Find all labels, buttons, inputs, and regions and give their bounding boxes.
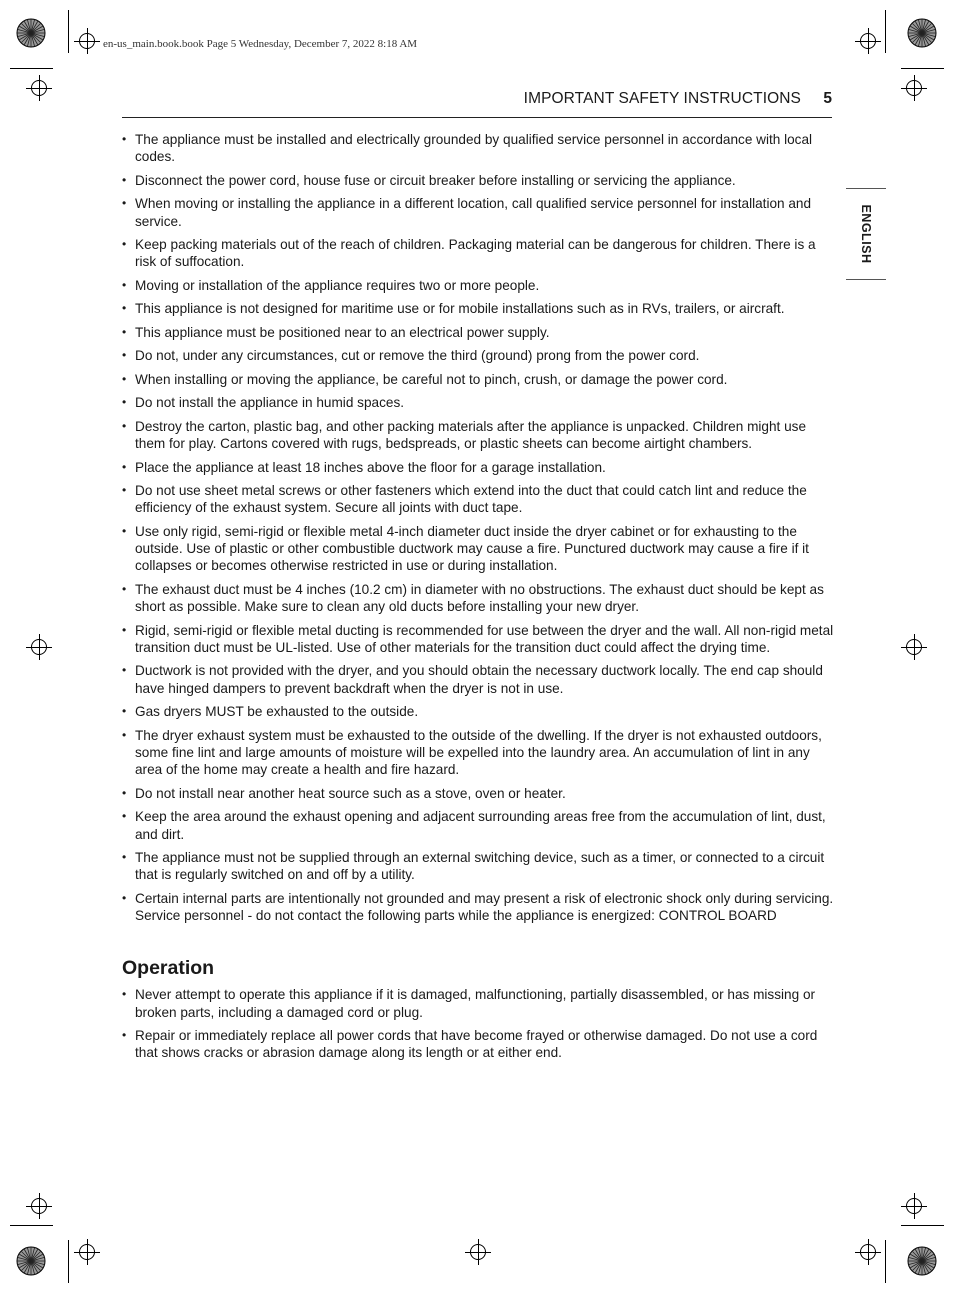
crop-mark-line xyxy=(868,1239,869,1265)
page-number: 5 xyxy=(823,90,832,107)
crop-mark-line xyxy=(87,28,88,54)
crop-mark-line xyxy=(87,1239,88,1265)
list-item: • The appliance must be installed and electrically grounded by qualified service personnel in accordance with local codes. xyxy=(122,131,834,166)
crop-mark-line xyxy=(914,634,915,660)
list-item: • The dryer exhaust system must be exhausted to the outside of the dwelling. If the dryer is not exhausted outdoors, some fine lint and large amounts of moisture will be expelled into the laundry area. An accumulation of lint in any area of the home may create a health and fire hazard. xyxy=(122,727,834,779)
list-item: • Use only rigid, semi-rigid or flexible metal 4-inch diameter duct inside the dryer cabinet or for exhausting to the outside. Use of plastic or other combustible ductwork may cause a fire. Punctured ductwork may cause a fire if it collapses or becomes otherwise restricted in use or during installation. xyxy=(122,523,834,575)
crop-mark-line xyxy=(39,75,40,101)
list-item: • Do not, under any circumstances, cut or remove the third (ground) prong from the power cord. xyxy=(122,347,834,364)
crop-mark-line xyxy=(914,1193,915,1219)
crop-mark-line xyxy=(68,10,69,53)
list-item: • Do not install near another heat source such as a stove, oven or heater. xyxy=(122,785,834,802)
section-heading-operation: Operation xyxy=(122,957,215,980)
list-item: • When installing or moving the appliance, be careful not to pinch, crush, or damage the power cord. xyxy=(122,371,834,388)
language-side-tab xyxy=(846,188,886,280)
crop-mark-line xyxy=(885,10,886,53)
main-content xyxy=(122,131,834,1068)
installation-safety-list xyxy=(122,131,834,924)
print-slug: en-us_main.book.book Page 5 Wednesday, December 7, 2022 8:18 AM xyxy=(103,38,418,50)
list-item: • Place the appliance at least 18 inches above the floor for a garage installation. xyxy=(122,459,834,476)
list-item: • Disconnect the power cord, house fuse or circuit breaker before installing or servicing the appliance. xyxy=(122,172,834,189)
running-header xyxy=(122,90,832,118)
list-item: • Never attempt to operate this appliance if it is damaged, malfunctioning, partially disassembled, or has missing or broken parts, including a damaged cord or plug. xyxy=(122,986,834,1021)
crop-mark-line xyxy=(478,1239,479,1265)
list-item: • Repair or immediately replace all power cords that have become frayed or otherwise damaged. Do not use a cord that shows cracks or abrasion damage along its length or at either end. xyxy=(122,1027,834,1062)
list-item: • Do not install the appliance in humid spaces. xyxy=(122,394,834,411)
operation-safety-list xyxy=(122,986,834,1061)
list-item: • When moving or installing the appliance in a different location, call qualified service personnel for installation and service. xyxy=(122,195,834,230)
crop-mark-line xyxy=(914,75,915,101)
crop-mark-line xyxy=(68,1240,69,1283)
list-item: • This appliance must be positioned near to an electrical power supply. xyxy=(122,324,834,341)
list-item: • This appliance is not designed for maritime use or for mobile installations such as in RVs, trailers, or aircraft. xyxy=(122,300,834,317)
color-registration-starburst xyxy=(907,18,937,48)
list-item: • Rigid, semi-rigid or flexible metal ducting is recommended for use between the dryer and the wall. All non-rigid metal transition duct must be UL-listed. Use of other materials for the transition duct could affect the drying time. xyxy=(122,622,834,657)
list-item: • Do not use sheet metal screws or other fasteners which extend into the duct that could catch lint and reduce the efficiency of the exhaust system. Secure all joints with duct tape. xyxy=(122,482,834,517)
list-item: • Keep packing materials out of the reach of children. Packaging material can be dangerous for children. There is a risk of suffocation. xyxy=(122,236,834,271)
color-registration-starburst xyxy=(907,1246,937,1276)
crop-mark-line xyxy=(901,1225,944,1226)
crop-mark-line xyxy=(885,1240,886,1283)
list-item: • Ductwork is not provided with the dryer, and you should obtain the necessary ductwork locally. The end cap should have hinged dampers to prevent backdraft when the dryer is not in use. xyxy=(122,662,834,697)
crop-mark-line xyxy=(39,634,40,660)
list-item: • Destroy the carton, plastic bag, and other packing materials after the appliance is unpacked. Children might use them for play. Cartons covered with rugs, bedspreads, or plastic sheets can become airtight chambers. xyxy=(122,418,834,453)
crop-mark-line xyxy=(10,68,53,69)
list-item: • The exhaust duct must be 4 inches (10.2 cm) in diameter with no obstructions. The exhaust duct should be kept as short as possible. Make sure to clean any old ducts before installing your new dryer. xyxy=(122,581,834,616)
crop-mark-line xyxy=(901,68,944,69)
color-registration-starburst xyxy=(16,18,46,48)
color-registration-starburst xyxy=(16,1246,46,1276)
list-item: • The appliance must not be supplied through an external switching device, such as a timer, or connected to a circuit that is regularly switched on and off by a utility. xyxy=(122,849,834,884)
list-item: • Certain internal parts are intentionally not grounded and may present a risk of electronic shock only during servicing. Service personnel - do not contact the following parts while the appliance is energized: CONTROL BOARD xyxy=(122,890,834,925)
crop-mark-line xyxy=(868,28,869,54)
header-title: IMPORTANT SAFETY INSTRUCTIONS xyxy=(523,90,801,107)
list-item: • Keep the area around the exhaust opening and adjacent surrounding areas free from the accumulation of lint, dust, and dirt. xyxy=(122,808,834,843)
list-item: • Gas dryers MUST be exhausted to the outside. xyxy=(122,703,834,720)
list-item: • Moving or installation of the appliance requires two or more people. xyxy=(122,277,834,294)
language-tab-label: ENGLISH xyxy=(859,204,873,264)
crop-mark-line xyxy=(10,1225,53,1226)
crop-mark-line xyxy=(39,1193,40,1219)
